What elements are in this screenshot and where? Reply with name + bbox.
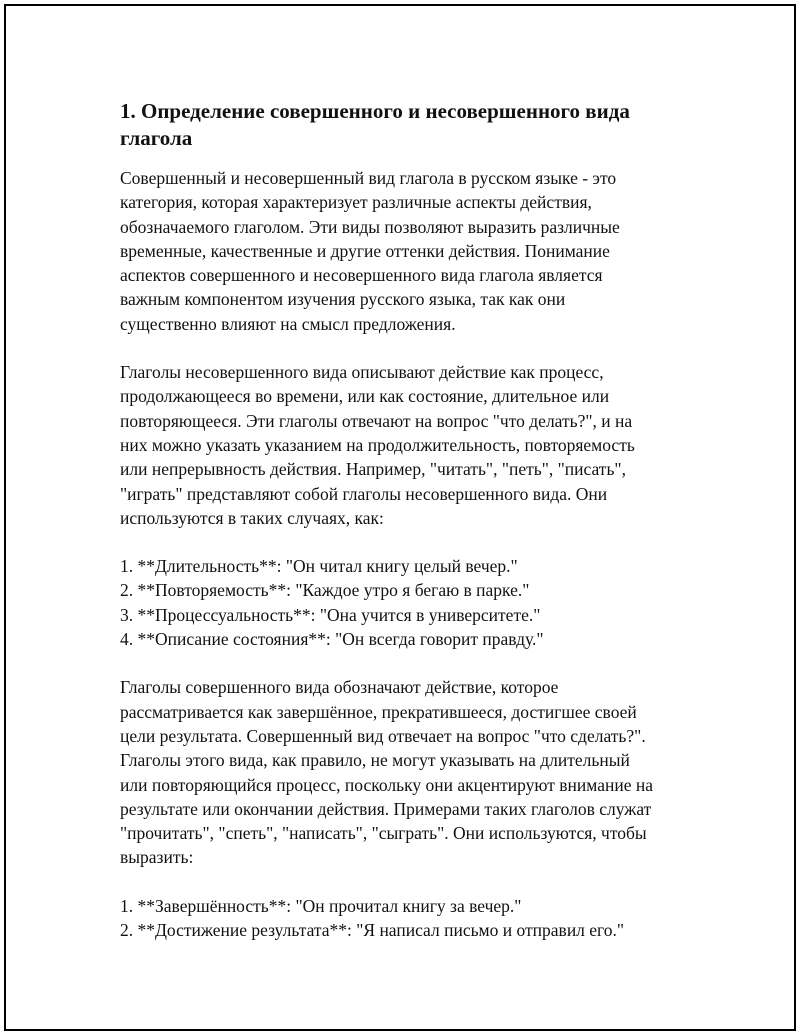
list-perfective — [120, 894, 700, 943]
list-item: 2. **Достижение результата**: "Я написал письмо и отправил его." — [120, 920, 625, 941]
list-item: 1. **Завершённость**: "Он прочитал книгу за вечер." — [120, 895, 522, 916]
document-content — [120, 98, 700, 966]
section-heading: 1. Определение совершенного и несовершенного вида глагола — [120, 99, 630, 150]
document-page — [4, 4, 796, 1031]
list-item: 3. **Процессуальность**: "Она учится в университете." — [120, 604, 541, 625]
paragraph-intro: Совершенный и несовершенный вид глагола в русском языке - это категория, которая характеризует различные аспекты действия, обозначаемого глаголом. Эти виды позволяют выразить различные временные, качественные и другие оттенки действия. Понимание аспектов совершенного и несовершенного вида глагола является важным компонентом изучения русского языка, так как они существенно влияют на смысл предложения. — [120, 168, 620, 334]
list-item: 1. **Длительность**: "Он читал книгу целый вечер." — [120, 556, 518, 577]
list-imperfective — [120, 554, 700, 651]
paragraph-imperfective: Глаголы несовершенного вида описывают действие как процесс, продолжающееся во времени, или как состояние, длительное или повторяющееся. Эти глаголы отвечают на вопрос "что делать?", и на них можно указать указанием на продолжительность, повторяемость или непрерывность действия. Например, "читать", "петь", "писать", "играть" представляют собой глаголы несовершенного вида. Они используются в таких случаях, как: — [120, 362, 635, 528]
paragraph-perfective: Глаголы совершенного вида обозначают действие, которое рассматривается как завершённое, прекратившееся, достигшее своей цели результата. Совершенный вид отвечает на вопрос "что сделать?". Глаголы этого вида, как правило, не могут указывать на длительный или повторяющийся процесс, поскольку они акцентируют внимание на результате или окончании действия. Примерами таких глаголов служат "прочитать", "спеть", "написать", "сыграть". Они используются, чтобы выразить: — [120, 677, 653, 868]
list-item: 4. **Описание состояния**: "Он всегда говорит правду." — [120, 629, 544, 650]
list-item: 2. **Повторяемость**: "Каждое утро я бегаю в парке." — [120, 580, 530, 601]
